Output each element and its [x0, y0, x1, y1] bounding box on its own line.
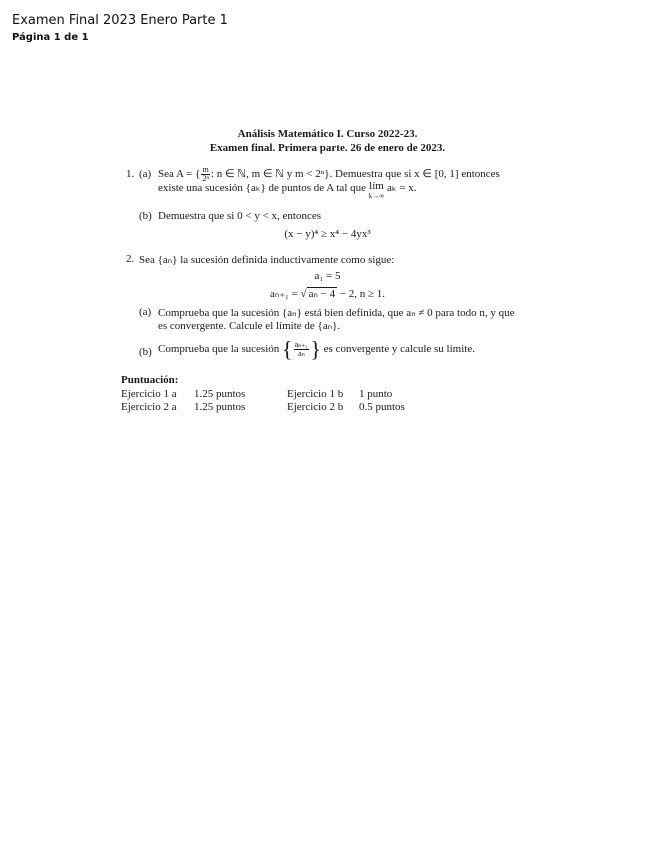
problem2a-line2: es convergente. Calcule el límite de {aₙ}.	[158, 320, 341, 332]
problem1-number: 1.	[126, 168, 135, 180]
limit-text: lím	[369, 180, 384, 192]
fraction-denominator: aₙ	[298, 349, 305, 358]
problem1a-text-mid: : n ∈ ℕ, m ∈ ℕ y m < 2ⁿ}. Demuestra que si x ∈ [0, 1] entonces	[210, 168, 500, 181]
problem1a-line2-pre: existe una sucesión {aₖ} de puntos de A tal que	[158, 182, 367, 194]
problem2b-fraction	[294, 341, 310, 358]
problem1a-line2	[158, 181, 417, 201]
fraction-denominator: 2ⁿ	[202, 174, 209, 183]
left-brace: {	[282, 336, 293, 362]
eq2-pre: aₙ₊₁ = √	[269, 288, 307, 300]
scoring-row: Ejercicio 2 b	[287, 401, 344, 413]
problem2-eq2	[0, 287, 655, 300]
page-indicator: Página 1 de 1	[12, 32, 89, 43]
scoring-heading: Puntuación:	[121, 374, 179, 386]
exam-header-line2: Examen final. Primera parte. 26 de enero de 2023.	[209, 142, 446, 154]
fraction-numerator: aₙ₊₁	[294, 340, 309, 349]
scoring-row: Ejercicio 1 a	[121, 388, 177, 400]
right-brace: }	[310, 336, 321, 362]
scoring-points: 0.5 puntos	[359, 401, 405, 413]
limit-subscript: k→∞	[368, 192, 385, 200]
problem2b-pre: Comprueba que la sucesión	[158, 343, 280, 356]
problem2-eq1: a₁ = 5	[314, 270, 341, 282]
problem2b-post: es convergente y calcule su límite.	[323, 343, 475, 356]
document-title: Examen Final 2023 Enero Parte 1	[12, 13, 228, 28]
scoring-points: 1 punto	[359, 388, 393, 400]
scoring-points: 1.25 puntos	[194, 401, 246, 413]
problem1a-text-pre: Sea A = {	[158, 168, 201, 181]
problem1b-label: (b)	[139, 210, 152, 222]
problem1b-text: Demuestra que si 0 < y < x, entonces	[158, 210, 322, 222]
exam-header-line1: Análisis Matemático I. Curso 2022-23.	[237, 128, 418, 140]
problem2a-label: (a)	[139, 306, 152, 318]
problem1b-formula: (x − y)⁴ ≥ x⁴ − 4yx³	[284, 228, 371, 240]
problem1a-label: (a)	[139, 168, 152, 180]
problem2a-line1: Comprueba que la sucesión {aₙ} está bien definida, que aₙ ≠ 0 para todo n, y que	[158, 307, 515, 319]
problem1a-line2-post: aₖ = x.	[387, 182, 417, 194]
fraction-numerator: m	[202, 165, 209, 174]
problem2-number: 2.	[126, 253, 135, 265]
scoring-points: 1.25 puntos	[194, 388, 246, 400]
eq2-post: − 2, n ≥ 1.	[337, 288, 386, 300]
problem2b-label: (b)	[139, 346, 152, 358]
limit-operator	[369, 181, 385, 201]
scoring-row: Ejercicio 2 a	[121, 401, 177, 413]
scoring-row: Ejercicio 1 b	[287, 388, 344, 400]
problem2-intro: Sea {aₙ} la sucesión definida inductivamente como sigue:	[139, 254, 395, 266]
problem2b-line	[158, 336, 475, 362]
eq2-radicand: aₙ − 4	[308, 288, 336, 300]
